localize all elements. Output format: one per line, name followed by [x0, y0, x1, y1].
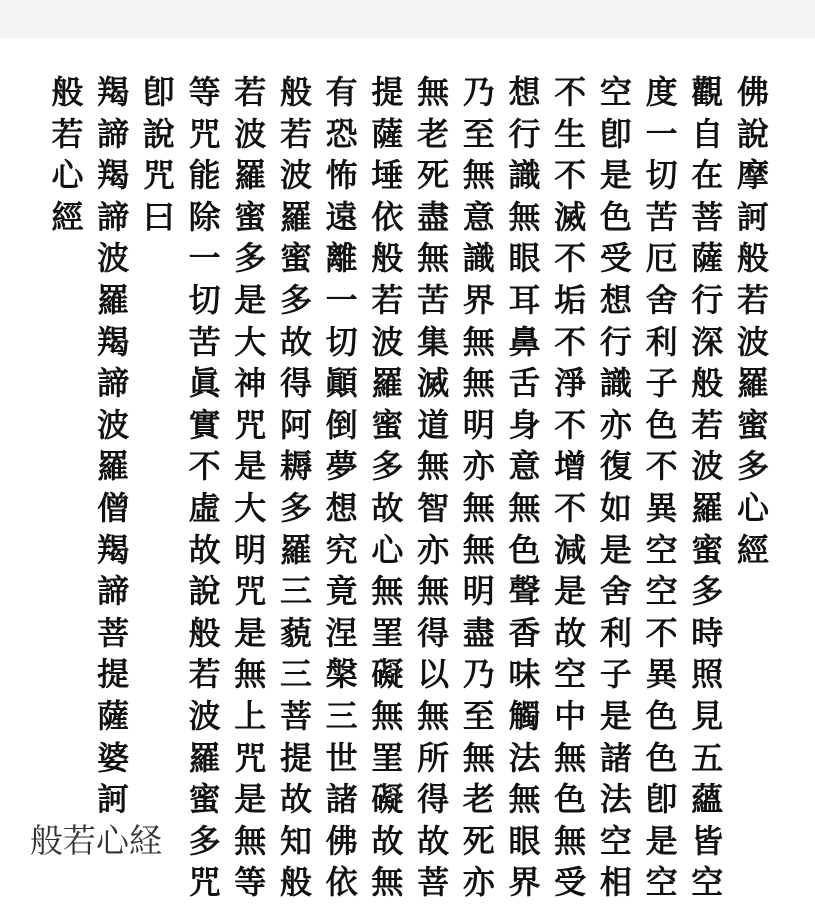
sutra-character: 三: [279, 655, 312, 694]
sutra-character: 皆: [691, 821, 724, 860]
sutra-character: 蜜: [188, 780, 221, 819]
sutra-character: 多: [371, 447, 404, 486]
sutra-character: 不: [554, 405, 587, 444]
sutra-character: 老: [417, 114, 450, 153]
sutra-character: 大: [234, 488, 267, 527]
sutra-character: 咒: [234, 572, 267, 611]
sutra-character: 除: [188, 197, 221, 236]
sutra-character: 故: [188, 530, 221, 569]
sutra-column: [139, 72, 179, 792]
sutra-character: 咒: [188, 114, 221, 153]
sutra-character: 薩: [691, 239, 724, 278]
sutra-character: 空: [645, 530, 678, 569]
sutra-character: 舍: [599, 572, 632, 611]
sutra-character: 切: [325, 322, 358, 361]
sutra-character: 子: [645, 364, 678, 403]
sutra-character: 得: [417, 613, 450, 652]
sutra-character: 減: [554, 530, 587, 569]
sutra-character: 意: [508, 447, 541, 486]
sutra-character: 不: [554, 156, 587, 195]
sutra-column: [230, 72, 270, 902]
sutra-character: 婆: [97, 738, 130, 777]
sutra-character: 若: [736, 280, 769, 319]
sutra-character: 度: [645, 73, 678, 111]
sutra-character: 得: [279, 364, 312, 403]
sutra-character: 經: [736, 530, 769, 569]
sutra-character: 意: [462, 197, 495, 236]
sutra-character: 無: [462, 488, 495, 527]
sutra-character: 般: [279, 863, 312, 902]
sutra-column: [505, 72, 545, 902]
sutra-character: 識: [462, 239, 495, 278]
sutra-column: [459, 72, 499, 902]
sutra-character: 若: [279, 114, 312, 153]
sutra-character: 究: [325, 530, 358, 569]
sutra-character: 礙: [371, 655, 404, 694]
sutra-character: 無: [462, 738, 495, 777]
sutra-character: 空: [645, 572, 678, 611]
sutra-character: 多: [691, 572, 724, 611]
sutra-character: 薩: [371, 114, 404, 153]
sutra-character: 淨: [554, 364, 587, 403]
sutra-character: 耨: [279, 447, 312, 486]
sutra-character: 大: [234, 322, 267, 361]
sutra-character: 涅: [325, 613, 358, 652]
sutra-character: 提: [97, 655, 130, 694]
sutra-character: 無: [371, 863, 404, 902]
sutra-character: 怖: [325, 156, 358, 195]
sutra-character: 無: [462, 364, 495, 403]
sutra-character: 無: [417, 572, 450, 611]
sutra-character: 倒: [325, 405, 358, 444]
sutra-character: 以: [417, 655, 450, 694]
sutra-character: 不: [554, 488, 587, 527]
sutra-character: 咒: [142, 156, 175, 195]
sutra-character: 無: [417, 447, 450, 486]
sutra-character: 異: [645, 488, 678, 527]
sutra-character: 卽: [142, 73, 175, 111]
sutra-character: 曰: [142, 197, 175, 236]
sutra-character: 若: [371, 280, 404, 319]
sutra-character: 故: [417, 821, 450, 860]
sutra-character: 依: [371, 197, 404, 236]
sutra-character: 生: [554, 114, 587, 153]
sutra-character: 是: [234, 447, 267, 486]
sutra-character: 色: [599, 197, 632, 236]
sutra-character: 摩: [736, 156, 769, 195]
sutra-character: 想: [599, 280, 632, 319]
sutra-character: 無: [508, 197, 541, 236]
sutra-character: 異: [645, 655, 678, 694]
sutra-character: 三: [325, 696, 358, 735]
sutra-character: 罣: [371, 738, 404, 777]
sutra-character: 僧: [97, 488, 130, 527]
sutra-character: 多: [188, 821, 221, 860]
sutra-character: 波: [188, 696, 221, 735]
sutra-character: 般: [736, 239, 769, 278]
sutra-column: [322, 72, 362, 902]
sutra-character: 無: [508, 488, 541, 527]
sutra-character: 受: [554, 863, 587, 902]
sutra-character: 知: [279, 821, 312, 860]
sutra-character: 羯: [97, 156, 130, 195]
sutra-character: 舍: [645, 280, 678, 319]
sutra-character: 心: [736, 488, 769, 527]
sutra-character: 無: [417, 696, 450, 735]
sutra-character: 藐: [279, 613, 312, 652]
sutra-character: 空: [691, 863, 724, 902]
sutra-character: 若: [51, 114, 84, 153]
sutra-character: 波: [279, 156, 312, 195]
sutra-character: 菩: [691, 197, 724, 236]
sutra-character: 多: [279, 280, 312, 319]
sutra-character: 苦: [188, 322, 221, 361]
sutra-character: 經: [51, 197, 84, 236]
sutra-character: 無: [234, 821, 267, 860]
sutra-character: 上: [234, 696, 267, 735]
sutra-character: 時: [691, 613, 724, 652]
sutra-character: 眞: [188, 364, 221, 403]
sutra-character: 提: [371, 73, 404, 111]
sutra-character: 竟: [325, 572, 358, 611]
sutra-character: 是: [234, 280, 267, 319]
sutra-character: 是: [234, 613, 267, 652]
sutra-character: 滅: [554, 197, 587, 236]
sutra-character: 佛: [325, 821, 358, 860]
sutra-column: [93, 72, 133, 819]
sutra-character: 想: [508, 73, 541, 111]
sutra-character: 盡: [462, 613, 495, 652]
sutra-character: 咒: [234, 738, 267, 777]
sutra-character: 故: [279, 322, 312, 361]
sutra-character: 羅: [371, 364, 404, 403]
sutra-character: 切: [645, 156, 678, 195]
sutra-character: 苦: [417, 280, 450, 319]
sutra-character: 舌: [508, 364, 541, 403]
sutra-character: 波: [234, 114, 267, 153]
sutra-character: 集: [417, 322, 450, 361]
sutra-character: 亦: [417, 530, 450, 569]
sutra-character: 色: [554, 780, 587, 819]
sutra-character: 蜜: [371, 405, 404, 444]
sutra-character: 無: [462, 530, 495, 569]
sutra-character: 訶: [736, 197, 769, 236]
top-bar: [0, 0, 815, 38]
sutra-character: 不: [554, 239, 587, 278]
sutra-character: 諸: [599, 738, 632, 777]
sutra-character: 亦: [462, 863, 495, 902]
sutra-character: 無: [234, 655, 267, 694]
sutra-character: 有: [325, 73, 358, 111]
sutra-character: 想: [325, 488, 358, 527]
sutra-character: 羅: [279, 197, 312, 236]
sutra-character: 菩: [97, 613, 130, 652]
sutra-character: 眼: [508, 239, 541, 278]
sutra-character: 菩: [279, 696, 312, 735]
sutra-character: 心: [51, 156, 84, 195]
sutra-character: 離: [325, 239, 358, 278]
sutra-character: 味: [508, 655, 541, 694]
sutra-character: 羅: [234, 156, 267, 195]
sutra-character: 無: [417, 73, 450, 111]
sutra-character: 空: [645, 863, 678, 902]
sutra-character: 羯: [97, 322, 130, 361]
sutra-character: 咒: [188, 863, 221, 902]
sutra-character: 不: [188, 447, 221, 486]
sutra-character: 遠: [325, 197, 358, 236]
sutra-character: 所: [417, 738, 450, 777]
sutra-character: 死: [417, 156, 450, 195]
sutra-character: 多: [736, 447, 769, 486]
sutra-character: 實: [188, 405, 221, 444]
sutra-column: [642, 72, 682, 902]
sutra-character: 無: [371, 572, 404, 611]
image-caption: 般若心経: [30, 821, 162, 860]
sutra-character: 滅: [417, 364, 450, 403]
sutra-character: 罣: [371, 613, 404, 652]
sutra-character: 薩: [97, 696, 130, 735]
sutra-character: 心: [371, 530, 404, 569]
sutra-character: 不: [554, 322, 587, 361]
sutra-character: 顚: [325, 364, 358, 403]
sutra-character: 埵: [371, 156, 404, 195]
sutra-character: 一: [645, 114, 678, 153]
sutra-character: 是: [554, 572, 587, 611]
sutra-character: 苦: [645, 197, 678, 236]
sutra-character: 說: [188, 572, 221, 611]
sutra-character: 羅: [691, 488, 724, 527]
sutra-character: 是: [599, 696, 632, 735]
sutra-character: 等: [234, 863, 267, 902]
sutra-character: 界: [508, 863, 541, 902]
sutra-character: 觸: [508, 696, 541, 735]
sutra-character: 相: [599, 863, 632, 902]
sutra-character: 死: [462, 821, 495, 860]
sutra-character: 行: [599, 322, 632, 361]
sutra-character: 般: [279, 73, 312, 111]
sutra-character: 是: [645, 821, 678, 860]
sutra-column: [367, 72, 407, 902]
sutra-character: 羅: [97, 280, 130, 319]
sutra-character: 諦: [97, 572, 130, 611]
sutra-character: 能: [188, 156, 221, 195]
sutra-character: 夢: [325, 447, 358, 486]
sutra-character: 無: [371, 696, 404, 735]
sutra-character: 若: [691, 405, 724, 444]
sutra-character: 智: [417, 488, 450, 527]
sutra-character: 卽: [645, 780, 678, 819]
sutra-character: 諦: [97, 197, 130, 236]
sutra-column: [687, 72, 727, 902]
sutra-character: 菩: [417, 863, 450, 902]
sutra-character: 乃: [462, 655, 495, 694]
sutra-character: 波: [97, 239, 130, 278]
sutra-character: 厄: [645, 239, 678, 278]
sutra-character: 至: [462, 114, 495, 153]
sutra-character: 蜜: [736, 405, 769, 444]
sutra-character: 界: [462, 280, 495, 319]
sutra-character: 槃: [325, 655, 358, 694]
sutra-character: 無: [462, 322, 495, 361]
sutra-character: 若: [234, 73, 267, 111]
sutra-character: 故: [279, 780, 312, 819]
sutra-character: 亦: [462, 447, 495, 486]
sutra-character: 聲: [508, 572, 541, 611]
sutra-character: 空: [599, 821, 632, 860]
sutra-character: 法: [599, 780, 632, 819]
sutra-character: 識: [508, 156, 541, 195]
sutra-character: 提: [279, 738, 312, 777]
sutra-character: 觀: [691, 73, 724, 111]
sutra-character: 空: [599, 73, 632, 111]
sutra-character: 卽: [599, 114, 632, 153]
sutra-character: 世: [325, 738, 358, 777]
sutra-character: 恐: [325, 114, 358, 153]
sutra-character: 般: [691, 364, 724, 403]
sutra-character: 諦: [97, 114, 130, 153]
sutra-column: [48, 72, 88, 792]
sutra-character: 乃: [462, 73, 495, 111]
sutra-character: 般: [51, 73, 84, 111]
sutra-character: 色: [645, 405, 678, 444]
sutra-character: 說: [736, 114, 769, 153]
sutra-character: 佛: [736, 73, 769, 111]
sutra-character: 法: [508, 738, 541, 777]
sutra-character: 無: [508, 780, 541, 819]
sutra-character: 神: [234, 364, 267, 403]
sutra-character: 多: [234, 239, 267, 278]
sutra-character: 三: [279, 572, 312, 611]
sutra-character: 色: [645, 696, 678, 735]
sutra-character: 利: [599, 613, 632, 652]
sutra-character: 蘊: [691, 780, 724, 819]
sutra-character: 老: [462, 780, 495, 819]
sutra-character: 身: [508, 405, 541, 444]
sutra-character: 一: [188, 239, 221, 278]
sutra-character: 咒: [234, 405, 267, 444]
sutra-character: 般: [371, 239, 404, 278]
sutra-character: 不: [645, 447, 678, 486]
sutra-character: 切: [188, 280, 221, 319]
sutra-character: 般: [188, 613, 221, 652]
sutra-character: 羯: [97, 73, 130, 111]
sutra-character: 羅: [736, 364, 769, 403]
sutra-character: 復: [599, 447, 632, 486]
sutra-character: 鼻: [508, 322, 541, 361]
sutra-character: 五: [691, 738, 724, 777]
sutra-character: 羅: [279, 530, 312, 569]
sutra-character: 若: [188, 655, 221, 694]
sutra-character: 阿: [279, 405, 312, 444]
sutra-character: 耳: [508, 280, 541, 319]
sutra-character: 自: [691, 114, 724, 153]
sutra-character: 故: [371, 488, 404, 527]
sutra-character: 多: [279, 488, 312, 527]
sutra-character: 蜜: [691, 530, 724, 569]
sutra-character: 見: [691, 696, 724, 735]
sutra-character: 深: [691, 322, 724, 361]
sutra-character: 亦: [599, 405, 632, 444]
sutra-column: [596, 72, 636, 902]
sutra-character: 不: [554, 73, 587, 111]
sutra-character: 波: [691, 447, 724, 486]
sutra-character: 色: [645, 738, 678, 777]
sutra-character: 羅: [188, 738, 221, 777]
sutra-character: 羅: [97, 447, 130, 486]
sutra-character: 說: [142, 114, 175, 153]
sutra-character: 依: [325, 863, 358, 902]
sutra-character: 明: [234, 530, 267, 569]
sutra-character: 中: [554, 696, 587, 735]
sutra-character: 增: [554, 447, 587, 486]
sutra-character: 香: [508, 613, 541, 652]
sutra-column: [733, 72, 773, 792]
sutra-character: 波: [371, 322, 404, 361]
sutra-character: 蜜: [279, 239, 312, 278]
sutra-character: 色: [508, 530, 541, 569]
sutra-character: 無: [554, 821, 587, 860]
sutra-character: 至: [462, 696, 495, 735]
sutra-character: 無: [462, 156, 495, 195]
sutra-character: 諦: [97, 364, 130, 403]
sutra-character: 空: [554, 655, 587, 694]
sutra-character: 在: [691, 156, 724, 195]
sutra-character: 得: [417, 780, 450, 819]
sutra-column: [185, 72, 225, 902]
sutra-character: 礙: [371, 780, 404, 819]
sutra-character: 羯: [97, 530, 130, 569]
sutra-character: 受: [599, 239, 632, 278]
sutra-character: 行: [691, 280, 724, 319]
sutra-character: 垢: [554, 280, 587, 319]
sutra-character: 明: [462, 405, 495, 444]
sutra-character: 無: [554, 738, 587, 777]
sutra-character: 是: [599, 156, 632, 195]
sutra-character: 利: [645, 322, 678, 361]
sutra-character: 盡: [417, 197, 450, 236]
sutra-character: 是: [599, 530, 632, 569]
sutra-column: [276, 72, 316, 902]
sutra-character: 行: [508, 114, 541, 153]
sutra-character: 眼: [508, 821, 541, 860]
sutra-character: 是: [234, 780, 267, 819]
sutra-character: 訶: [97, 780, 130, 819]
sutra-character: 無: [417, 239, 450, 278]
sutra-character: 故: [371, 821, 404, 860]
sutra-character: 如: [599, 488, 632, 527]
sutra-character: 一: [325, 280, 358, 319]
sutra-character: 蜜: [234, 197, 267, 236]
sutra-character: 諸: [325, 780, 358, 819]
sutra-character: 虛: [188, 488, 221, 527]
sutra-character: 識: [599, 364, 632, 403]
sutra-character: 子: [599, 655, 632, 694]
sutra-character: 明: [462, 572, 495, 611]
sutra-character: 不: [645, 613, 678, 652]
sutra-column: [550, 72, 590, 902]
sutra-character: 波: [97, 405, 130, 444]
sutra-column: [413, 72, 453, 902]
sutra-character: 照: [691, 655, 724, 694]
sutra-character: 等: [188, 73, 221, 111]
sutra-character: 波: [736, 322, 769, 361]
sutra-character: 故: [554, 613, 587, 652]
sutra-character: 道: [417, 405, 450, 444]
